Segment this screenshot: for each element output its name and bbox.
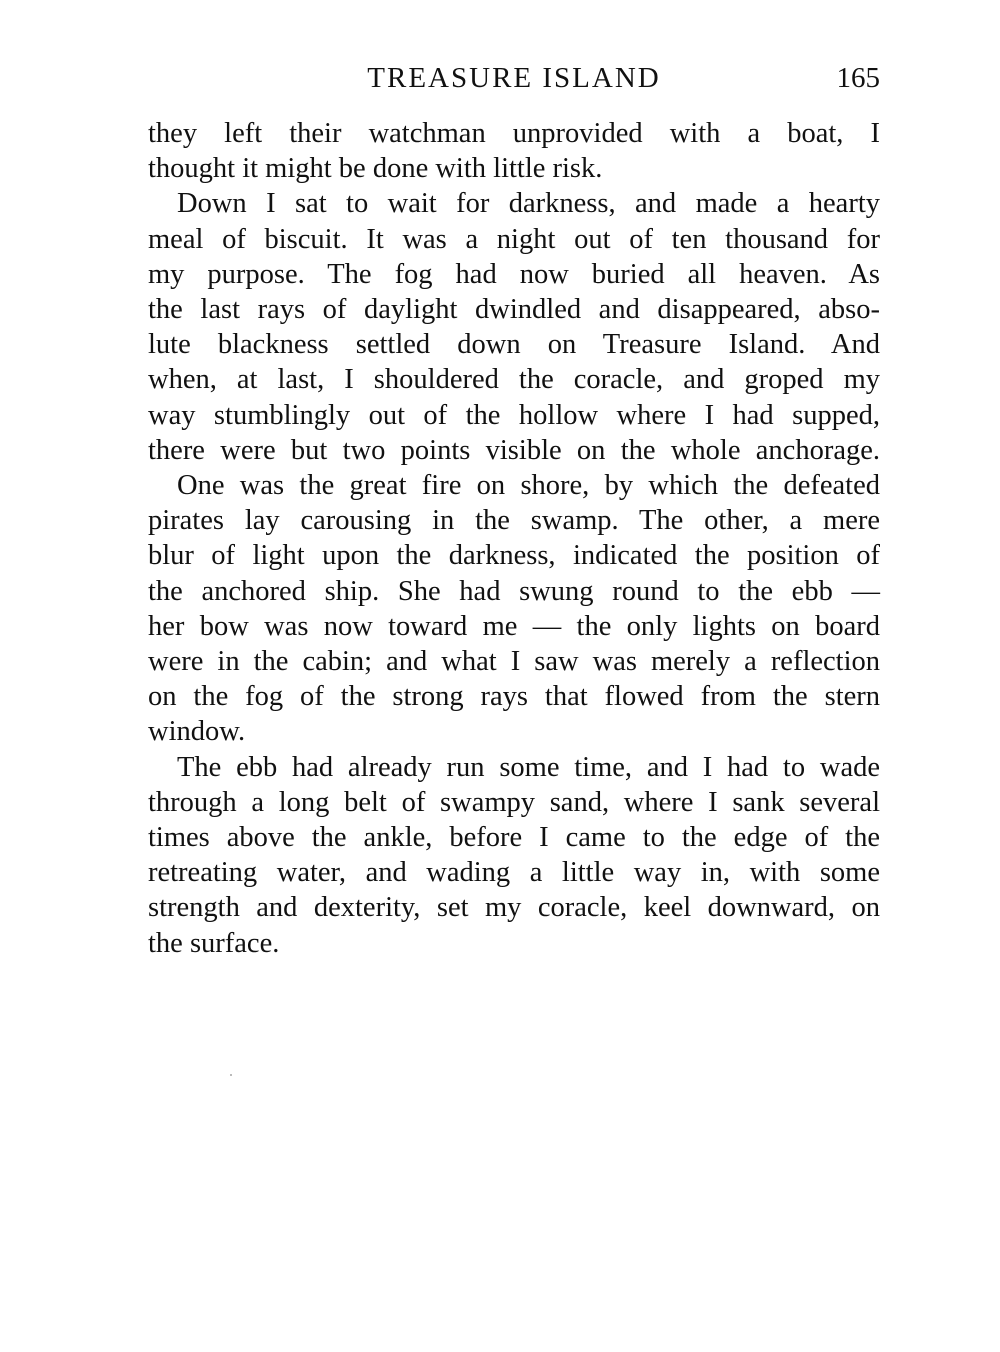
body-text: [148, 116, 880, 961]
page-number: 165: [836, 62, 880, 94]
text-line: the surface.: [148, 927, 280, 959]
text-line: The ebb had already run some time, and I had to wade: [177, 751, 880, 783]
text-line: when, at last, I shouldered the coracle, and groped my: [148, 364, 880, 396]
text-line: through a long belt of swampy sand, where I sank several: [148, 786, 880, 818]
text-line: strength and dexterity, set my coracle, keel downward, on: [148, 892, 880, 924]
paragraph-3: [148, 468, 880, 750]
paper-speck: [230, 1074, 232, 1076]
text-line: blur of light upon the darkness, indicated the position of: [148, 540, 880, 572]
text-line: the last rays of daylight dwindled and disappeared, abso-: [148, 294, 880, 326]
text-line: Down I sat to wait for darkness, and made a hearty: [177, 188, 880, 220]
text-line: lute blackness settled down on Treasure Island. And: [148, 329, 880, 361]
text-line: retreating water, and wading a little way in, with some: [148, 857, 880, 889]
text-line: window.: [148, 716, 246, 748]
text-line: were in the cabin; and what I saw was merely a reflection: [148, 646, 880, 678]
text-line: pirates lay carousing in the swamp. The other, a mere: [148, 505, 880, 537]
text-line: there were but two points visible on the whole anchorage.: [148, 434, 880, 466]
text-line: times above the ankle, before I came to the edge of the: [148, 822, 880, 854]
running-head: [148, 58, 880, 98]
text-line: the anchored ship. She had swung round to the ebb —: [148, 575, 880, 607]
text-line: meal of biscuit. It was a night out of ten thousand for: [148, 223, 880, 255]
paragraph-1: [148, 116, 880, 186]
text-line: way stumblingly out of the hollow where I had supped,: [148, 399, 880, 431]
paragraph-4: [148, 750, 880, 961]
text-line: on the fog of the strong rays that flowed from the stern: [148, 681, 880, 713]
text-line: my purpose. The fog had now buried all heaven. As: [148, 258, 880, 290]
text-line: they left their watchman unprovided with a boat, I: [148, 118, 880, 149]
text-line: her bow was now toward me — the only lights on board: [148, 610, 880, 642]
running-title: TREASURE ISLAND: [367, 62, 661, 94]
text-line: thought it might be done with little risk.: [148, 153, 603, 185]
text-line: One was the great fire on shore, by which the defeated: [177, 470, 880, 502]
paragraph-2: [148, 186, 880, 468]
